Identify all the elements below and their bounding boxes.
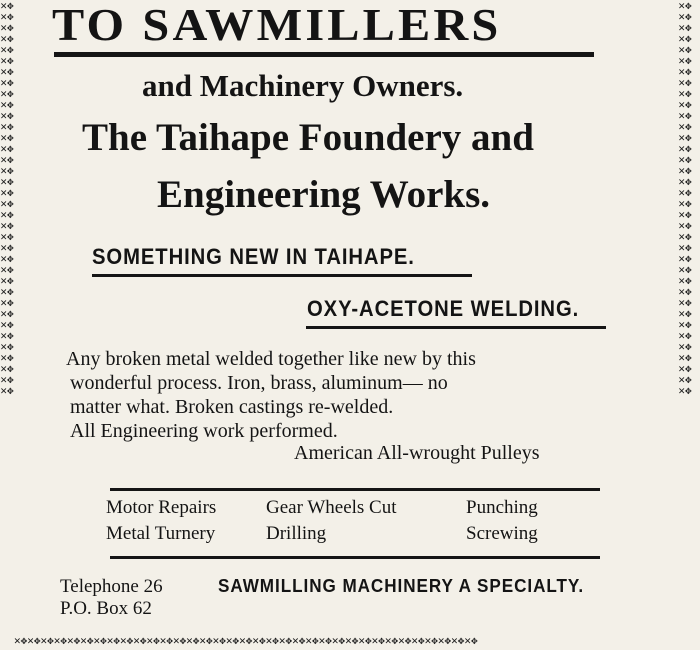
headline-machinery-owners: and Machinery Owners. — [142, 68, 464, 103]
service-item: Punching — [466, 497, 538, 518]
subhead-something-new: SOMETHING NEW IN TAIHAPE. — [92, 244, 415, 269]
specialty-line: SAWMILLING MACHINERY A SPECIALTY. — [218, 576, 585, 596]
headline-engineering-works: Engineering Works. — [157, 173, 491, 216]
services-table — [106, 497, 548, 549]
right-ornamental-border: ✕✥✕✥✕✥✕✥✕✥✕✥✕✥✕✥✕✥✕✥✕✥✕✥✕✥✕✥✕✥✕✥✕✥✕✥✕✥✕✥✕✥✕✥✕✥✕✥✕✥✕✥✕✥✕✥✕✥✕✥✕✥✕✥✕✥✕✥✕✥✕✥ — [678, 0, 692, 397]
advertisement — [22, 0, 672, 632]
headline-rule — [54, 52, 594, 57]
services-row — [106, 497, 548, 523]
services-top-rule — [110, 488, 600, 491]
service-item: Motor Repairs — [106, 497, 217, 518]
body-text-line-1: Any broken metal welded together like new by this — [66, 348, 476, 370]
services-bottom-rule — [110, 556, 600, 559]
telephone-number: Telephone 26 — [60, 576, 163, 597]
po-box: P.O. Box 62 — [60, 598, 152, 619]
left-ornamental-border: ✕✥✕✥✕✥✕✥✕✥✕✥✕✥✕✥✕✥✕✥✕✥✕✥✕✥✕✥✕✥✕✥✕✥✕✥✕✥✕✥✕✥✕✥✕✥✕✥✕✥✕✥✕✥✕✥✕✥✕✥✕✥✕✥✕✥✕✥✕✥✕✥ — [0, 0, 14, 397]
bottom-ornamental-border: ✕✥✕✥✕✥✕✥✕✥✕✥✕✥✕✥✕✥✕✥✕✥✕✥✕✥✕✥✕✥✕✥✕✥✕✥✕✥✕✥✕✥✕✥✕✥✕✥✕✥✕✥✕✥✕✥✕✥✕✥✕✥✕✥✕✥✕✥✕✥ — [14, 634, 478, 647]
service-item: Gear Wheels Cut — [266, 497, 397, 518]
subhead1-underline — [92, 274, 472, 277]
service-item: Drilling — [266, 523, 327, 544]
headline-to-sawmillers: TO SAWMILLERS — [52, 0, 502, 50]
headline-foundery-name: The Taihape Foundery and — [82, 116, 534, 159]
services-row — [106, 523, 548, 549]
service-item: Screwing — [466, 523, 538, 544]
body-text-line-3: matter what. Broken castings re-welded. — [70, 396, 394, 418]
service-item: Metal Turnery — [106, 523, 216, 544]
body-text-line-5: American All-wrought Pulleys — [294, 442, 540, 464]
body-text-line-2: wonderful process. Iron, brass, aluminum— no — [70, 372, 448, 394]
subhead2-underline — [306, 326, 606, 329]
subhead-welding: OXY-ACETONE WELDING. — [307, 296, 580, 321]
body-text-line-4: All Engineering work performed. — [70, 420, 338, 442]
